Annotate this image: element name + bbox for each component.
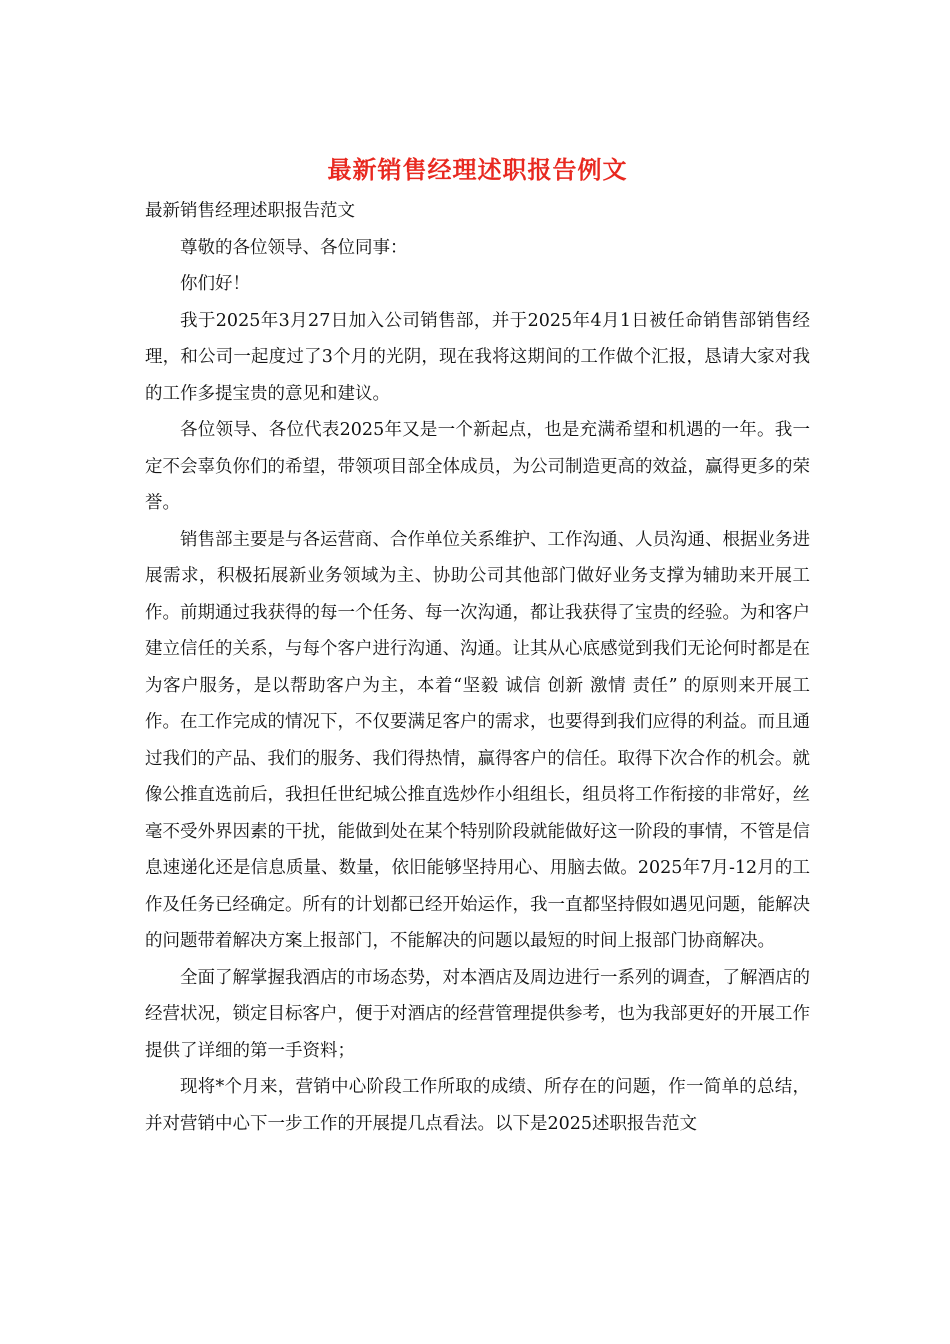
document-page: [145, 150, 810, 1142]
paragraph-5: 现将*个月来，营销中心阶段工作所取的成绩、所存在的问题，作一简单的总结，并对营销中心下一步工作的开展提几点看法。以下是2025述职报告范文: [145, 1077, 810, 1134]
paragraph-4: 全面了解掌握我酒店的市场态势，对本酒店及周边进行一系列的调查，了解酒店的经营状况，锁定目标客户，便于对酒店的经营管理提供参考，也为我部更好的开展工作提供了详细的第一手资料；: [145, 967, 810, 1061]
paragraph-3: 销售部主要是与各运营商、合作单位关系维护、工作沟通、人员沟通、根据业务进展需求，积极拓展新业务领域为主、协助公司其他部门做好业务支撑为辅助来开展工作。前期通过我获得的每一个任务、每一次沟通，都让我获得了宝贵的经验。为和客户建立信任的关系，与每个客户进行沟通、沟通。让其从心底感觉到我们无论何时都是在为客户服务，是以帮助客户为主，本着“坚毅 诚信 创新 激情 责任” 的原则来开展工作。在工作完成的情况下，不仅要满足客户的需求，也要得到我们应得的利益。而且通过我们的产品、我们的服务、我们得热情，赢得客户的信任。取得下次合作的机会。就像公推直选前后，我担任世纪城公推直选炒作小组组长，组员将工作衔接的非常好，丝毫不受外界因素的干扰，能做到处在某个特别阶段就能做好这一阶段的事情，不管是信息速递化还是信息质量、数量，依旧能够坚持用心、用脑去做。2025年7月-12月的工作及任务已经确定。所有的计划都已经开始运作，我一直都坚持假如遇见问题，能解决的问题带着解决方案上报部门，不能解决的问题以最短的时间上报部门协商解决。: [145, 529, 810, 951]
paragraph-1: 我于2025年3月27日加入公司销售部，并于2025年4月1日被任命销售部销售经理，和公司一起度过了3个月的光阴，现在我将这期间的工作做个汇报，恳请大家对我的工作多提宝贵的意见和建议。: [145, 310, 810, 404]
salutation: 你们好！: [180, 274, 250, 294]
paragraph-2: 各位领导、各位代表2025年又是一个新起点，也是充满希望和机遇的一年。我一定不会辜负你们的希望，带领项目部全体成员，为公司制造更高的效益，赢得更多的荣誉。: [145, 420, 810, 513]
greeting: 尊敬的各位领导、各位同事：: [180, 237, 408, 258]
document-title: 最新销售经理述职报告例文: [327, 155, 628, 184]
document-subtitle: 最新销售经理述职报告范文: [145, 201, 355, 221]
